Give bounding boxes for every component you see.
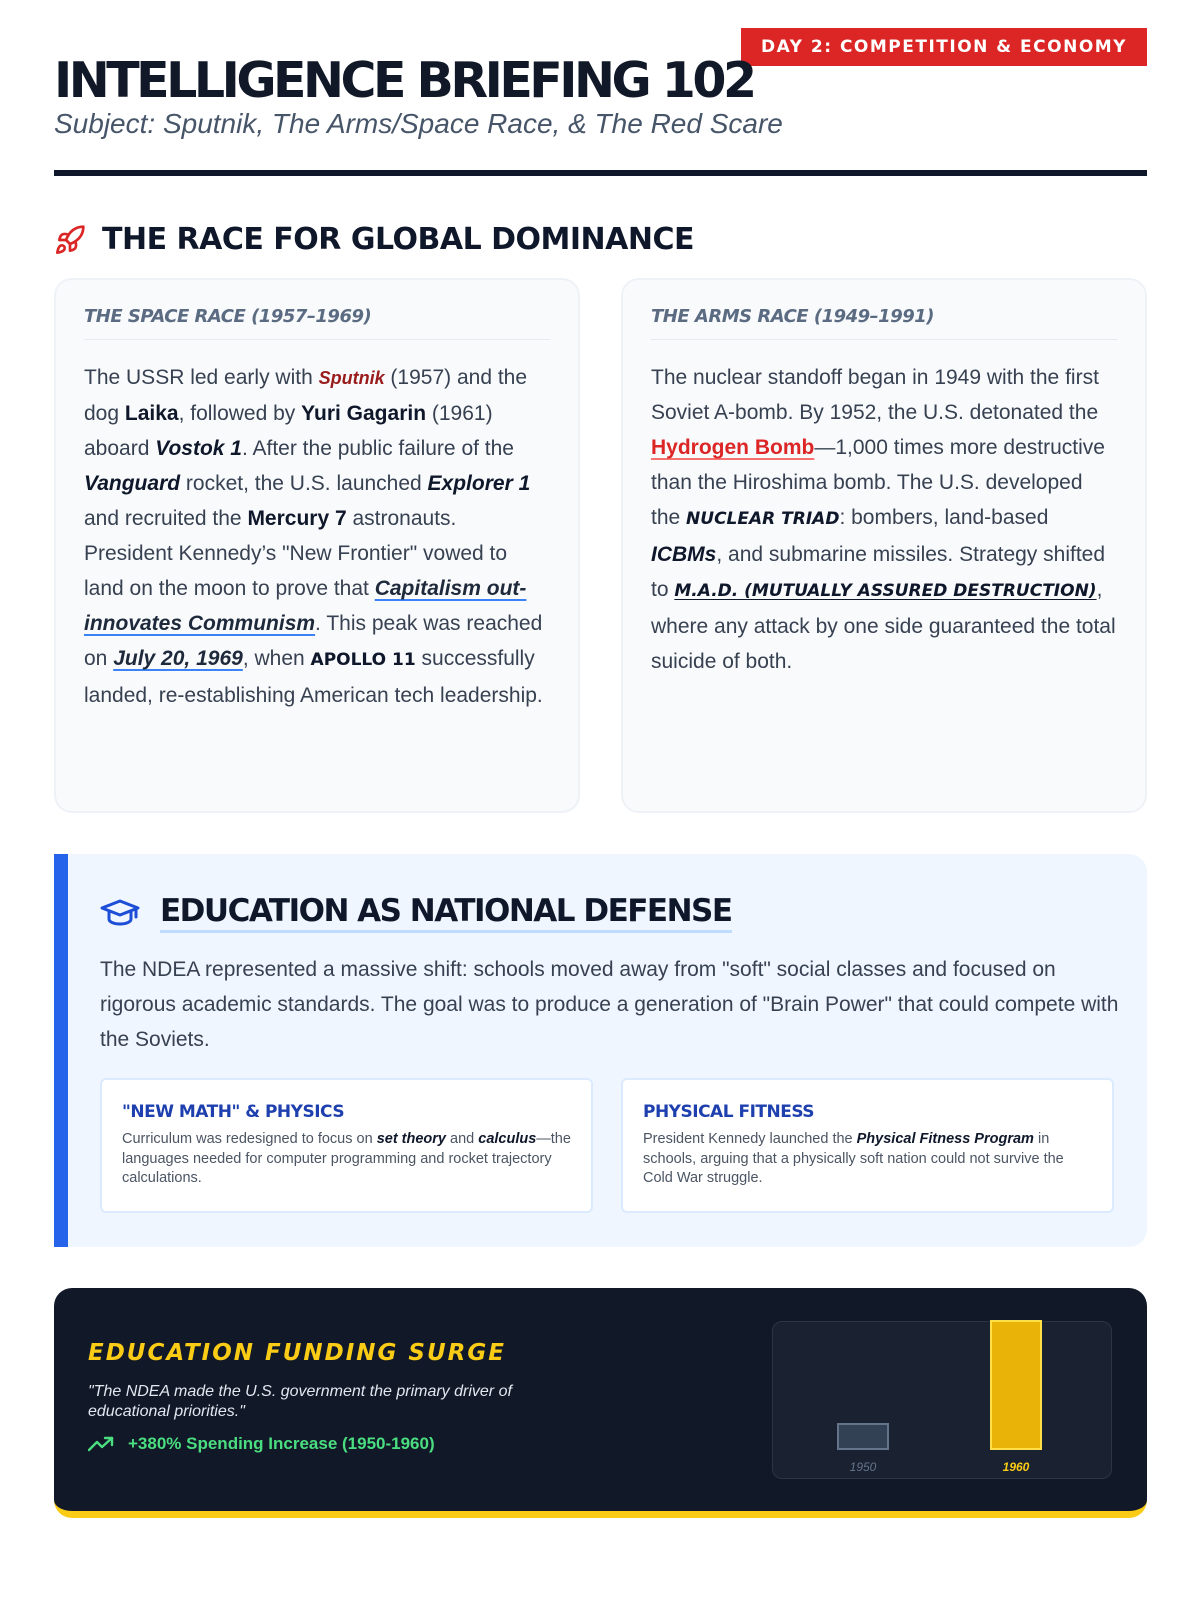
- sputnik-term: Sputnik: [318, 368, 385, 388]
- rocket-icon: [54, 224, 86, 256]
- education-header: [100, 892, 732, 933]
- funding-title: EDUCATION FUNDING SURGE: [88, 1340, 506, 1366]
- new-math-text: Curriculum was redesigned to focus on set theory and calculus—the languages needed for computer programming and rocket trajectory calculations.: [122, 1131, 571, 1186]
- mercury-term: Mercury 7: [247, 507, 347, 530]
- bar-1950: [837, 1423, 889, 1450]
- vanguard-term: Vanguard: [84, 472, 181, 495]
- new-math-card: [100, 1078, 593, 1213]
- graduation-cap-icon: [100, 897, 140, 929]
- space-race-card: [54, 278, 580, 813]
- physical-fitness-text: President Kennedy launched the Physical Fitness Program in schools, arguing that a physically soft nation could not survive the Cold War struggle.: [643, 1131, 1064, 1186]
- space-race-title: THE SPACE RACE (1957–1969): [84, 306, 550, 340]
- race-section-header: [54, 222, 694, 257]
- hydrogen-bomb-term: Hydrogen Bomb: [651, 436, 815, 459]
- new-math-title: "NEW MATH" & PHYSICS: [122, 1102, 345, 1122]
- capitalism-term: Capitalism out-innovates Communism: [84, 577, 527, 635]
- funding-quote: "The NDEA made the U.S. government the primary driver of educational priorities.": [88, 1383, 512, 1420]
- calculus-term: calculus: [478, 1131, 537, 1147]
- set-theory-term: set theory: [376, 1131, 446, 1147]
- vostok-term: Vostok 1: [155, 437, 242, 460]
- funding-stat: [88, 1434, 435, 1454]
- icbms-term: ICBMs: [651, 543, 717, 566]
- explorer-term: Explorer 1: [427, 472, 531, 495]
- trending-up-icon: [88, 1436, 114, 1452]
- moon-landing-date: July 20, 1969: [113, 647, 243, 670]
- arms-race-text: The nuclear standoff began in 1949 with the first Soviet A-bomb. By 1952, the U.S. detonated the Hydrogen Bomb—1,000 times more destructive than the Hiroshima bomb. The U.S. developed the NUCLEAR TRIAD: bombers, land-based ICBMs, and submarine missiles. Strategy shifted to M.A.D. (MUTUALLY ASSURED DESTRUCTION), where any attack by one side guaranteed the total suicide of both.: [651, 366, 1116, 673]
- tick-label-1950: 1950: [849, 1460, 877, 1474]
- arms-race-card: [621, 278, 1147, 813]
- tick-label-1960: 1960: [1002, 1460, 1030, 1474]
- education-title: EDUCATION AS NATIONAL DEFENSE: [160, 892, 732, 933]
- education-text: The NDEA represented a massive shift: schools moved away from "soft" social classes and focused on rigorous academic standards. The goal was to produce a generation of "Brain Power" that could compete with the Soviets.: [100, 958, 1119, 1051]
- nuclear-triad-term: NUCLEAR TRIAD: [686, 509, 840, 529]
- space-race-text: The USSR led early with Sputnik (1957) and the dog Laika, followed by Yuri Gagarin (1961) aboard Vostok 1. After the public failure of the Vanguard rocket, the U.S. launched Explorer 1 and recruited the Mercury 7 astronauts. President Kennedy’s "New Frontier" vowed to land on the moon to prove that Capitalism out-innovates Communism. This peak was reached on July 20, 1969, when APOLLO 11 successfully landed, re-establishing American tech leadership.: [84, 366, 543, 707]
- funding-chart: [772, 1321, 1112, 1479]
- mad-term: M.A.D. (MUTUALLY ASSURED DESTRUCTION): [674, 581, 1097, 601]
- physical-fitness-title: PHYSICAL FITNESS: [643, 1102, 815, 1122]
- page-subtitle: Subject: Sputnik, The Arms/Space Race, & The Red Scare: [54, 108, 783, 139]
- laika-term: Laika: [124, 402, 179, 425]
- header-divider: [54, 170, 1147, 176]
- arms-race-title: THE ARMS RACE (1949–1991): [651, 306, 1117, 340]
- day-badge: DAY 2: COMPETITION & ECONOMY: [741, 28, 1147, 66]
- fitness-program-term: Physical Fitness Program: [856, 1131, 1034, 1147]
- gagarin-term: Yuri Gagarin: [301, 402, 427, 425]
- funding-stat-label: +380% Spending Increase (1950-1960): [128, 1434, 435, 1453]
- race-section-title: THE RACE FOR GLOBAL DOMINANCE: [102, 222, 695, 257]
- apollo-term: APOLLO 11: [310, 650, 416, 670]
- physical-fitness-card: [621, 1078, 1114, 1213]
- funding-banner: [54, 1288, 1147, 1518]
- page-title: INTELLIGENCE BRIEFING 102: [54, 52, 754, 109]
- bar-1960: [990, 1320, 1042, 1450]
- education-section: [54, 854, 1147, 1247]
